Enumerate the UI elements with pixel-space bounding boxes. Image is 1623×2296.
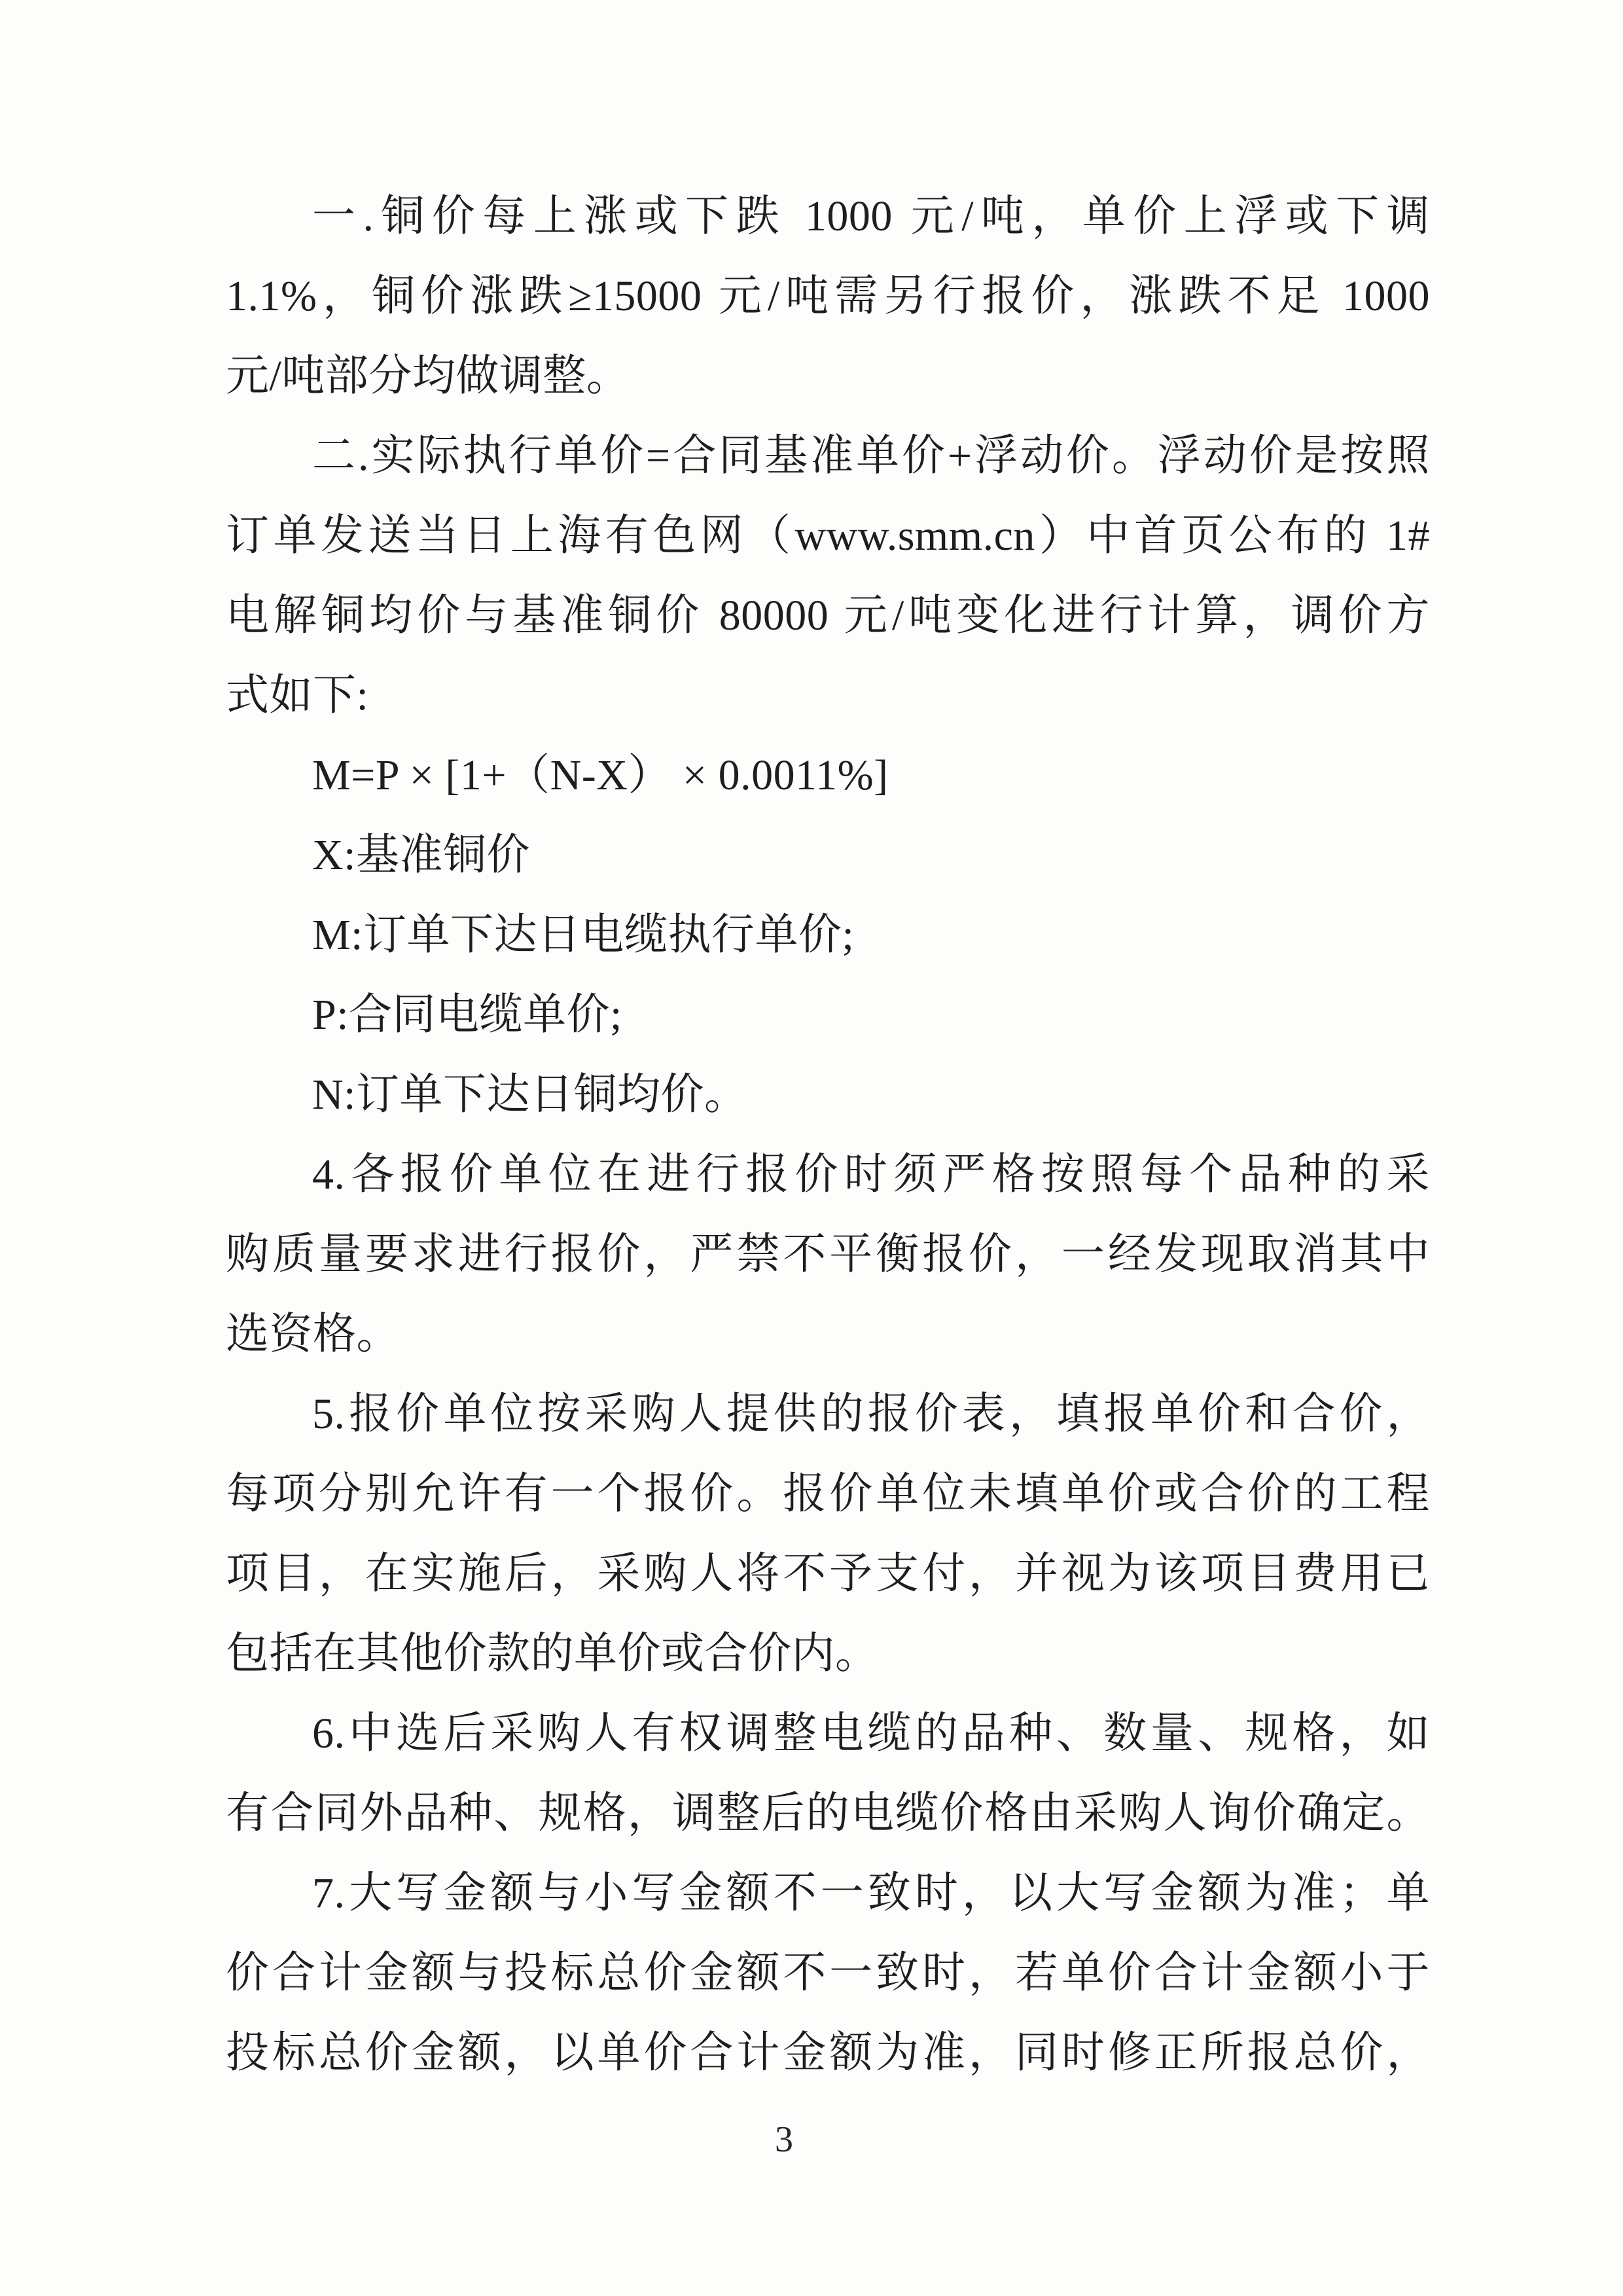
text-line: 选资格。: [226, 1310, 400, 1358]
text-line: 式如下:: [226, 672, 369, 719]
variable-definition-n: [226, 1055, 1430, 1135]
text-line: 投标总价金额，以单价合计金额为准，同时修正所报总价，: [226, 2029, 1430, 2077]
variable-definition-p: [226, 975, 1430, 1055]
text-line: 二.实际执行单价=合同基准单价+浮动价。浮动价是按照: [312, 432, 1430, 480]
text-line: 5.报价单位按采购人提供的报价表，填报单价和合价，: [312, 1390, 1430, 1438]
text-line: 订单发送当日上海有色网（www.smm.cn）中首页公布的 1#: [226, 512, 1430, 560]
text-line: 一.铜价每上涨或下跌 1000 元/吨，单价上浮或下调: [312, 192, 1430, 240]
text-line: M:订单下达日电缆执行单价;: [312, 911, 855, 959]
text-line: 7.大写金额与小写金额不一致时，以大写金额为准；单: [312, 1869, 1430, 1917]
clause-1-copper-price-fluctuation: [226, 177, 1430, 416]
clause-7-amount-discrepancy: [226, 1854, 1430, 2093]
clause-6-adjustment-rights: [226, 1694, 1430, 1854]
text-line: 4.各报价单位在进行报价时须严格按照每个品种的采: [312, 1151, 1430, 1198]
text-line: 价合计金额与投标总价金额不一致时，若单价合计金额小于: [226, 1949, 1430, 1997]
text-line: X:基准铜价: [312, 831, 530, 879]
document-body: [226, 177, 1430, 2093]
text-line: 有合同外品种、规格，调整后的电缆价格由采购人询价确定。: [226, 1789, 1430, 1837]
text-line: 元/吨部分均做调整。: [226, 352, 630, 400]
text-line: 6.中选后采购人有权调整电缆的品种、数量、规格，如: [312, 1710, 1430, 1757]
text-line: P:合同电缆单价;: [312, 991, 622, 1039]
formula-line: M=P × [1+（N-X） × 0.0011%]: [312, 751, 889, 799]
text-line: 每项分别允许有一个报价。报价单位未填单价或合价的工程: [226, 1470, 1430, 1518]
text-line: 1.1%，铜价涨跌≥15000 元/吨需另行报价，涨跌不足 1000: [226, 272, 1430, 320]
variable-definition-m: [226, 895, 1430, 975]
variable-definition-x: [226, 816, 1430, 895]
text-line: 购质量要求进行报价，严禁不平衡报价，一经发现取消其中: [226, 1230, 1430, 1278]
clause-5-quotation-table: [226, 1374, 1430, 1694]
text-line: N:订单下达日铜均价。: [312, 1071, 748, 1119]
clause-4-quotation-requirements: [226, 1135, 1430, 1374]
clause-2-actual-unit-price: [226, 416, 1430, 736]
price-adjustment-formula: [226, 736, 1430, 816]
text-line: 电解铜均价与基准铜价 80000 元/吨变化进行计算，调价方: [226, 592, 1430, 639]
text-line: 包括在其他价款的单价或合价内。: [226, 1630, 879, 1677]
text-line: 项目，在实施后，采购人将不予支付，并视为该项目费用已: [226, 1550, 1430, 1598]
page-number: 3: [775, 2119, 793, 2160]
